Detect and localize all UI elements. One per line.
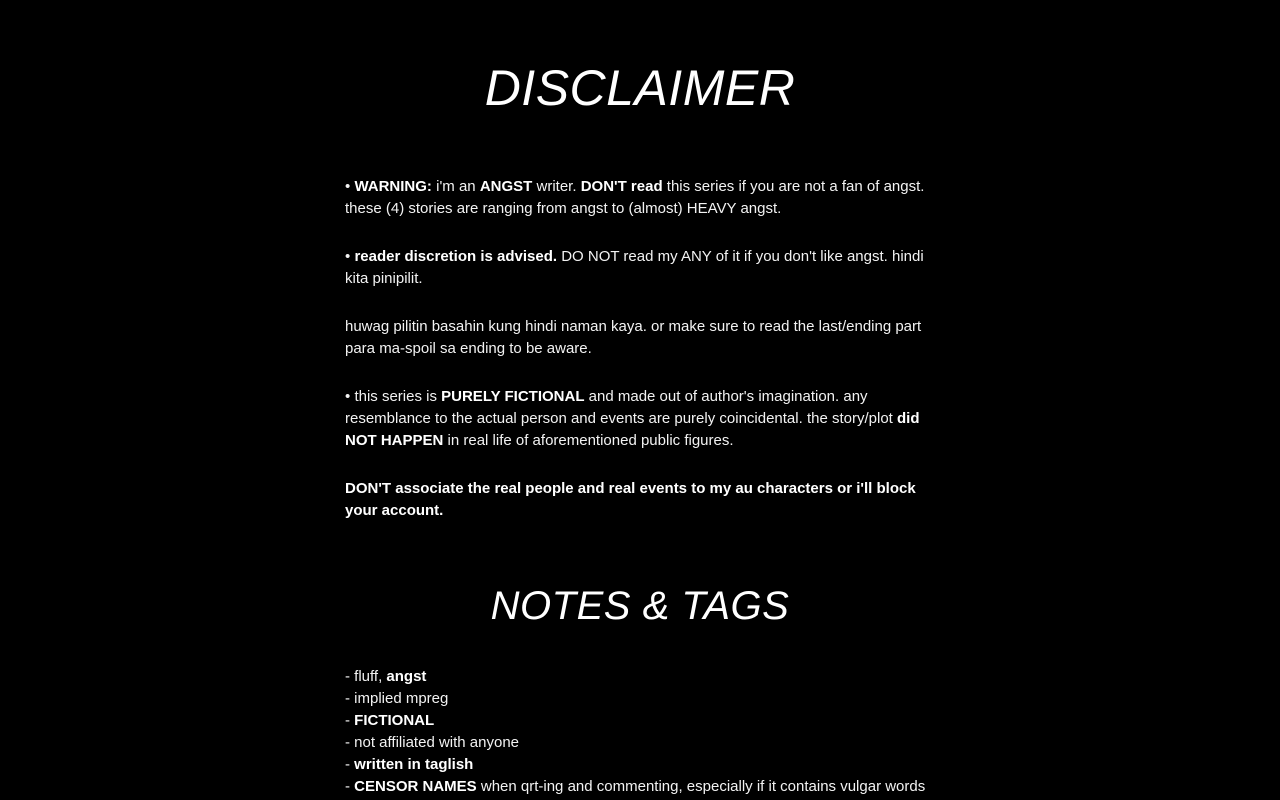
disclaimer-discretion-paragraph xyxy=(345,246,937,290)
warning-label: WARNING: xyxy=(354,178,432,195)
tag-prefix: - xyxy=(345,778,350,795)
notes-tags-title: NOTES & TAGS xyxy=(490,584,790,628)
purely-fictional-emphasis: PURELY FICTIONAL xyxy=(441,388,585,405)
bullet: • xyxy=(345,178,351,195)
tag-prefix: - xyxy=(345,756,350,773)
tag-bold: FICTIONAL xyxy=(354,712,435,729)
disclaimer-title: DISCLAIMER xyxy=(484,60,796,116)
tag-prefix: - xyxy=(345,712,350,729)
text-span: this series if you are not a fan of angst. these (4) stories are ranging from angst to (almost) HEAVY angst. xyxy=(345,178,925,217)
block-warning-emphasis: DON'T associate the real people and real events to my au characters or i'll block your account. xyxy=(345,480,916,519)
tag-item xyxy=(345,710,945,732)
angst-emphasis: ANGST xyxy=(479,178,533,195)
tag-bold: CENSOR NAMES xyxy=(354,778,477,795)
tag-item xyxy=(345,666,945,688)
tag-item xyxy=(345,754,945,776)
tag-prefix: - not affiliated with anyone xyxy=(345,734,520,751)
disclaimer-fiction-paragraph xyxy=(345,386,937,452)
tag-prefix: - fluff, xyxy=(345,668,383,685)
discretion-emphasis: reader discretion is advised. xyxy=(354,248,558,265)
text-span: writer. xyxy=(536,178,577,195)
tag-bold: angst xyxy=(386,668,427,685)
did-not-happen-emphasis: did NOT HAPPEN xyxy=(345,410,920,449)
tag-item xyxy=(345,688,945,710)
tag-prefix: - implied mpreg xyxy=(345,690,449,707)
text-span: and made out of author's imagination. any resemblance to the actual person and events are purely coincidental. the story/plot xyxy=(345,388,893,427)
disclaimer-warning-paragraph xyxy=(345,176,937,220)
disclaimer-reading-note-paragraph: huwag pilitin basahin kung hindi naman kaya. or make sure to read the last/ending part para ma-spoil sa ending to be aware. xyxy=(345,318,922,357)
text-span: DO NOT read my ANY of it if you don't like angst. hindi kita pinipilit. xyxy=(345,248,924,287)
text-span: i'm an xyxy=(436,178,476,195)
bullet: • xyxy=(345,388,351,405)
tags-list xyxy=(345,666,945,798)
tag-item xyxy=(345,732,945,754)
text-span: this series is xyxy=(354,388,437,405)
tag-bold: written in taglish xyxy=(354,756,474,773)
tag-suffix: when qrt-ing and commenting, especially if it contains vulgar words xyxy=(480,778,926,795)
dont-read-emphasis: DON'T read xyxy=(580,178,663,195)
text-span: in real life of aforementioned public figures. xyxy=(447,432,734,449)
tag-item xyxy=(345,776,945,798)
bullet: • xyxy=(345,248,351,265)
disclaimer-block-warning-paragraph xyxy=(345,478,937,522)
